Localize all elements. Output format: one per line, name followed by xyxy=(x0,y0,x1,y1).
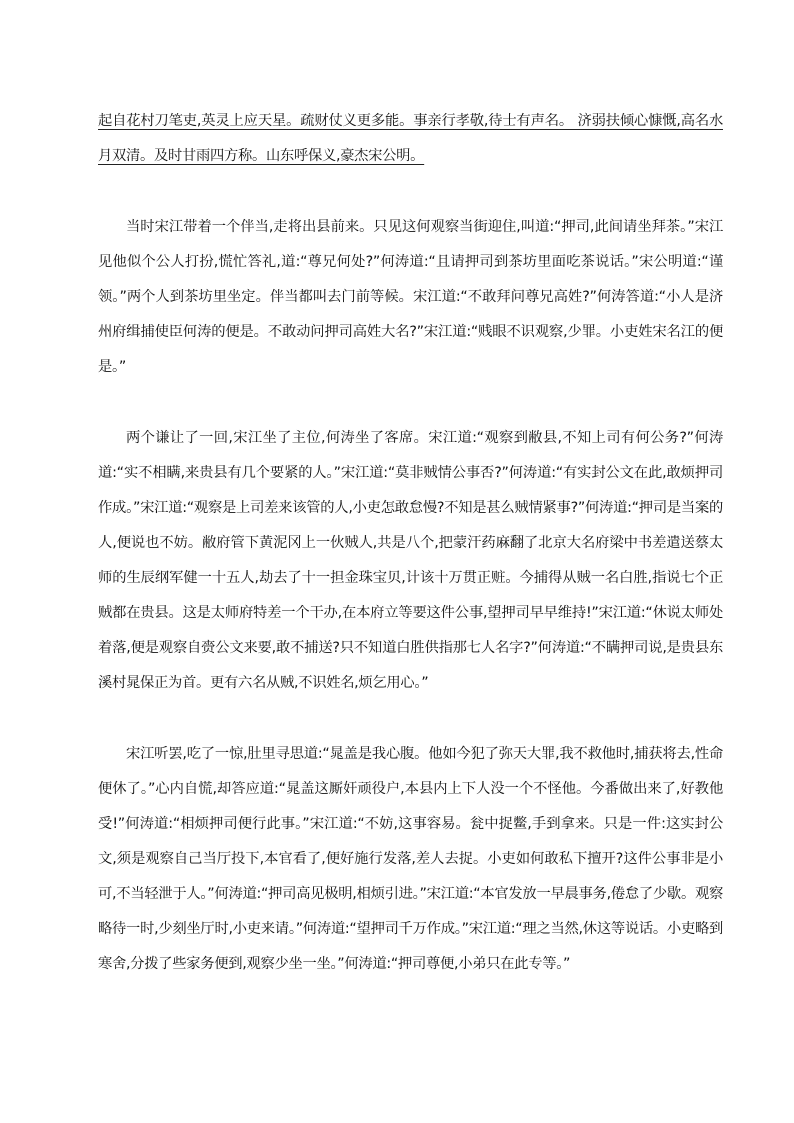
poem-verse: 起自花村刀笔吏,英灵上应天星。疏财仗义更多能。事亲行孝敬,待士有声名。 济弱扶倾心慷慨,高名水月双清。及时甘雨四方称。山东呼保义,豪杰宋公明。 xyxy=(98,113,723,164)
document-page xyxy=(98,104,723,1018)
paragraph-2: 两个谦让了一回,宋江坐了主位,何涛坐了客席。宋江道:“观察到敝县,不知上司有何公务?”何涛道:“实不相瞒,来贵县有几个要紧的人。”宋江道:“莫非贼情公事否?”何涛道:“有实封公文在此,敢烦押司作成。”宋江道:“观察是上司差来该管的人,小吏怎敢怠慢?不知是甚么贼情紧事?”何涛道:“押司是当案的人,便说也不妨。敝府管下黄泥冈上一伙贼人,共是八个,把蒙汗药麻翻了北京大名府梁中书差遣送蔡太师的生辰纲军健一十五人,劫去了十一担金珠宝贝,计该十万贯正赃。今捕得从贼一名白胜,指说七个正贼都在贵县。这是太师府特差一个干办,在本府立等要这件公事,望押司早早维持!”宋江道:“休说太师处着落,便是观察自赍公文来要,敢不捕送?只不知道白胜供指那七人名字?”何涛道:“不瞒押司说,是贵县东溪村晁保正为首。更有六名从贼,不识姓名,烦乞用心。” xyxy=(98,430,723,691)
paragraph-3: 宋江听罢,吃了一惊,肚里寻思道:“晁盖是我心腹。他如今犯了弥天大罪,我不救他时,捕获将去,性命便休了。”心内自慌,却答应道:“晁盖这厮奸顽役户,本县内上下人没一个不怪他。今番做出来了,好教他受!”何涛道:“相烦押司便行此事。”宋江道:“不妨,这事容易。瓮中捉鳖,手到拿来。只是一件:这实封公文,须是观察自己当厅投下,本官看了,便好施行发落,差人去捉。小吏如何敢私下擅开?这件公事非是小可,不当轻泄于人。”何涛道:“押司高见极明,相烦引进。”宋江道:“本官发放一早晨事务,倦怠了少歇。观察略待一时,少刻坐厅时,小吏来请。”何涛道:“望押司千万作成。”宋江道:“理之当然,休这等说话。小吏略到寒舍,分拨了些家务便到,观察少坐一坐。”何涛道:“押司尊便,小弟只在此专等。” xyxy=(98,746,723,972)
paragraph-1: 当时宋江带着一个伴当,走将出县前来。只见这何观察当街迎住,叫道:“押司,此间请坐拜茶。”宋江见他似个公人打扮,慌忙答礼,道:“尊兄何处?”何涛道:“且请押司到茶坊里面吃茶说话。”宋公明道:“谨领。”两个人到茶坊里坐定。伴当都叫去门前等候。宋江道:“不敢拜问尊兄高姓?”何涛答道:“小人是济州府缉捕使臣何涛的便是。不敢动问押司高姓大名?”宋江道:“贱眼不识观察,少罪。小吏姓宋名江的便是。” xyxy=(98,219,723,375)
